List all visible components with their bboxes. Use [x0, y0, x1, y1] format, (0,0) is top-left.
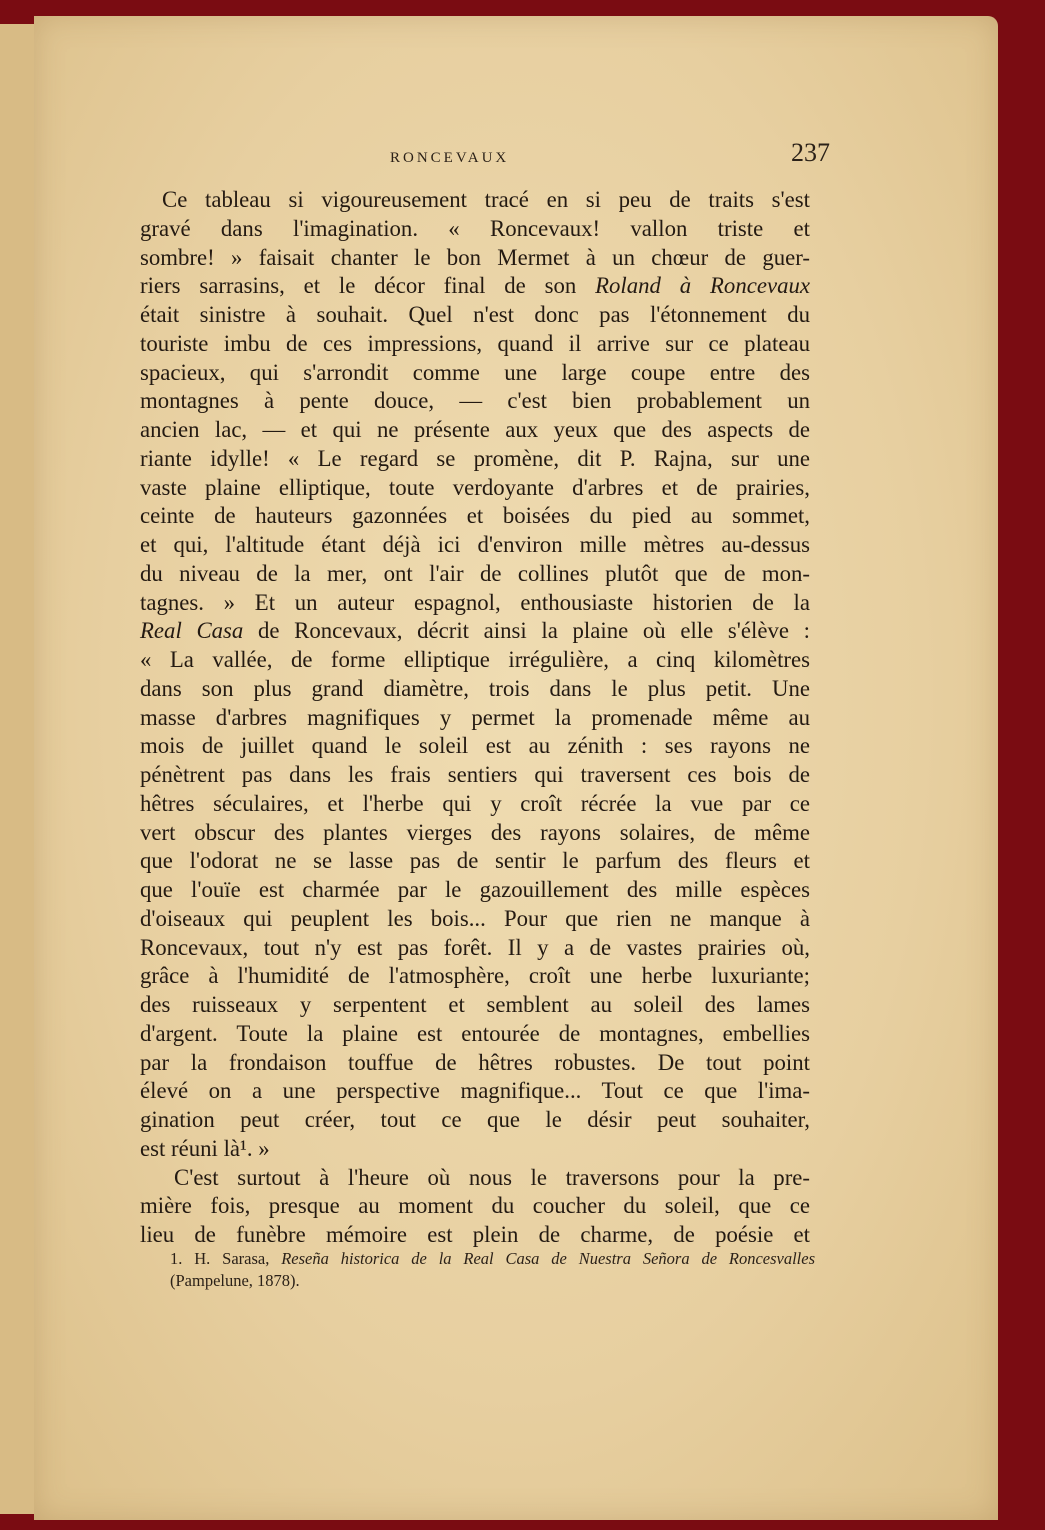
italic-title: Roland à Roncevaux	[595, 273, 810, 299]
footnote	[170, 1248, 815, 1292]
footnote-line	[170, 1248, 815, 1270]
page-header	[140, 138, 830, 178]
text-line: montagnes à pente douce, — c'est bien probablement un	[140, 388, 810, 414]
text-line: par la frondaison touffue de hêtres robustes. De tout point	[140, 1049, 810, 1075]
text-line: gination peut créer, tout ce que le désir peut souhaiter,	[140, 1107, 810, 1132]
text-line: pénètrent pas dans les frais sentiers qui traversent ces bois de	[140, 762, 810, 787]
text-line: du niveau de la mer, ont l'air de collines plutôt que de mon-	[140, 560, 810, 586]
footnote-title: Reseña historica de la Real Casa de Nuestra Señora de Roncesvalles	[281, 1249, 816, 1268]
text-line: touriste imbu de ces impressions, quand il arrive sur ce plateau	[140, 330, 810, 356]
text-line: que l'odorat ne se lasse pas de sentir le parfum des fleurs et	[140, 848, 810, 874]
footnote-author: H. Sarasa,	[194, 1249, 270, 1268]
text-line: est réuni là¹. »	[140, 1135, 270, 1161]
text-line: vert obscur des plantes vierges des rayons solaires, de même	[140, 819, 810, 845]
text-line: élevé on a une perspective magnifique... Tout ce que l'ima-	[140, 1078, 810, 1104]
text-line: riers sarrasins, et le décor final de son Roland à Roncevaux	[140, 273, 810, 299]
text-line: d'oiseaux qui peuplent les bois... Pour que rien ne manque à	[140, 905, 810, 931]
text-line: mière fois, presque au moment du coucher du soleil, que ce	[140, 1193, 810, 1219]
text-line: dans son plus grand diamètre, trois dans le plus petit. Une	[140, 675, 810, 701]
body-text	[140, 186, 810, 1250]
text-line: que l'ouïe est charmée par le gazouillement des mille espèces	[140, 877, 810, 902]
text-line: C'est surtout à l'heure où nous le traversons pour la pre-	[174, 1164, 810, 1190]
text-line: gravé dans l'imagination. « Roncevaux! vallon triste et	[140, 215, 810, 241]
text-line: était sinistre à souhait. Quel n'est donc pas l'étonnement du	[140, 302, 810, 327]
text-line: spacieux, qui s'arrondit comme une large coupe entre des	[140, 359, 810, 385]
text-line: Roncevaux, tout n'y est pas forêt. Il y a de vastes prairies où,	[140, 934, 810, 960]
italic-title: Real Casa	[140, 618, 244, 644]
text-line: et qui, l'altitude étant déjà ici d'environ mille mètres au-dessus	[140, 532, 810, 557]
text-line: tagnes. » Et un auteur espagnol, enthousiaste historien de la	[140, 589, 810, 615]
text-line: ancien lac, — et qui ne présente aux yeux que des aspects de	[140, 417, 810, 442]
footnote-line: (Pampelune, 1878).	[170, 1271, 300, 1290]
text-line: hêtres séculaires, et l'herbe qui y croît récrée la vue par ce	[140, 790, 810, 816]
text-line: grâce à l'humidité de l'atmosphère, croît une herbe luxuriante;	[140, 963, 810, 989]
text-line: d'argent. Toute la plaine est entourée de montagnes, embellies	[140, 1020, 810, 1046]
text-line: mois de juillet quand le soleil est au zénith : ses rayons ne	[140, 733, 810, 759]
footnote-number: 1.	[170, 1249, 183, 1268]
text-line: sombre! » faisait chanter le bon Mermet à un chœur de guer-	[140, 244, 810, 270]
text-line: Ce tableau si vigoureusement tracé en si peu de traits s'est	[162, 187, 810, 212]
text-line: riante idylle! « Le regard se promène, dit P. Rajna, sur une	[140, 445, 810, 471]
text-line: ceinte de hauteurs gazonnées et boisées du pied au sommet,	[140, 503, 810, 529]
text-line: Real Casa de Roncevaux, décrit ainsi la plaine où elle s'élève :	[140, 618, 810, 644]
text-line: masse d'arbres magnifiques y permet la promenade même au	[140, 704, 810, 730]
text-line: vaste plaine elliptique, toute verdoyante d'arbres et de prairies,	[140, 474, 810, 500]
page-number: 237	[791, 138, 830, 167]
text-line: « La vallée, de forme elliptique irrégulière, a cinq kilomètres	[140, 647, 810, 672]
text-line: lieu de funèbre mémoire est plein de charme, de poésie et	[140, 1222, 810, 1247]
text-line: des ruisseaux y serpentent et semblent au soleil des lames	[140, 992, 810, 1017]
running-title: RONCEVAUX	[390, 150, 510, 166]
